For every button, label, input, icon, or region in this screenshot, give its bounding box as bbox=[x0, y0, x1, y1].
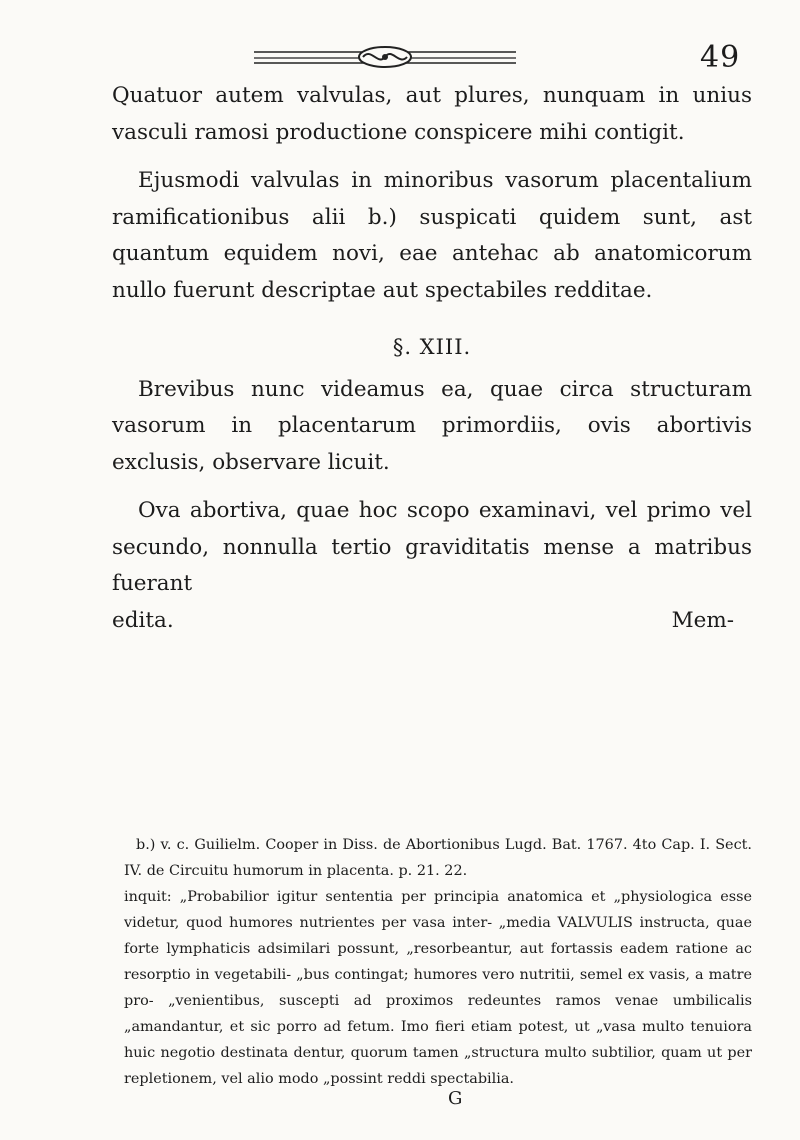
paragraph-4-last-line bbox=[112, 603, 752, 640]
catchword: Mem- bbox=[671, 607, 734, 633]
paragraph-2: Ejusmodi valvulas in minoribus vasorum placentalium ramificationibus alii b.) suspicati quidem sunt, ast quantum equidem novi, eae antehac ab anatomicorum nullo fuerunt descriptae aut spectabiles redditae. bbox=[112, 168, 752, 303]
footnote-quotation: inquit: „Probabilior igitur sententia per principia anatomica et „physiologica esse videtur, quod humores nutrientes per vasa inter- „media VALVULIS instructa, quae forte lymphaticis adsimilari possunt, „resorbeantur, aut fortassis eadem ratione ac resorptio in vegetabili- „bus contingat; humores vero nutritii, semel ex vasis, a matre pro- „venientibus, suscepti ad proximos redeuntes ramos venae umbilicalis „amandantur, et sic porro ad fetum. Imo fieri etiam potest, ut „vasa multo tenuiora huic negotio destinata dentur, quorum tamen „structura multo subtilior, quam ut per repletionem, vel alio modo „possint reddi spectabilia. bbox=[124, 889, 752, 1087]
decorative-rule-icon bbox=[250, 42, 520, 70]
paragraph-3: Brevibus nunc videamus ea, quae circa structuram vasorum in placentarum primordiis, ovis abortivis exclusis, observare licuit. bbox=[112, 376, 752, 475]
paragraph-1: Quatuor autem valvulas, aut plures, nunquam in unius vasculi ramosi productione conspicere mihi contigit. bbox=[112, 83, 752, 145]
footnote-citation: b.) v. c. Guilielm. Cooper in Diss. de Abortionibus Lugd. Bat. 1767. 4to Cap. I. Sect. IV. de Circuitu humorum in placenta. p. 21. 22. bbox=[124, 837, 752, 879]
signature-mark: G bbox=[448, 1088, 463, 1109]
paragraph-4: Ova abortiva, quae hoc scopo examinavi, vel primo vel secundo, nonnulla tertio graviditatis mense a matribus fuerant bbox=[112, 498, 752, 596]
paragraph-4-end: edita. bbox=[112, 607, 174, 633]
footnote bbox=[124, 832, 752, 1092]
section-heading: §. XIII. bbox=[392, 335, 472, 359]
page-number: 49 bbox=[700, 40, 741, 75]
main-text bbox=[112, 78, 752, 639]
